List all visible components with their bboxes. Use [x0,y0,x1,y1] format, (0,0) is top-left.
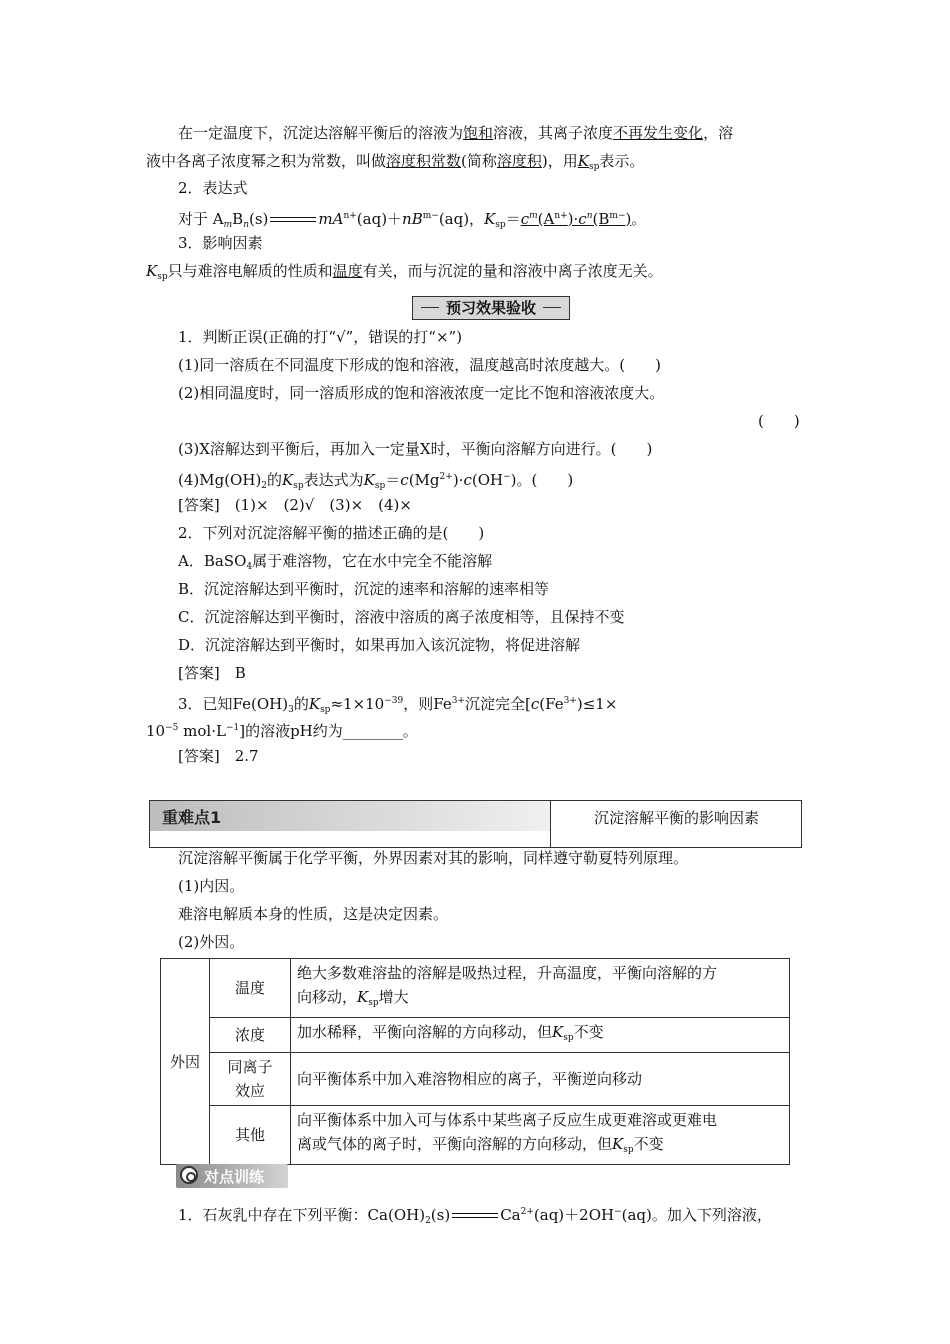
text: mA [318,210,344,228]
intro-line-2 [146,150,644,178]
text: (B [592,210,610,228]
sub: sp [293,481,304,491]
sup: m− [609,211,626,221]
q2-answer: [答案] B [178,664,246,682]
sub: 4 [246,562,253,572]
table-row [161,959,790,1018]
text: 不变 [633,1135,664,1153]
text: 表达式为 [303,471,364,489]
equilibrium-arrow-icon [452,1211,498,1221]
sup: m [529,211,538,221]
intro-line-1 [178,122,733,144]
sup: n+ [554,211,568,221]
sub: sp [157,272,168,282]
text: 不变 [573,1023,604,1041]
q2-option-b: B．沉淀溶解达到平衡时，沉淀的速率和溶解的速率相等 [178,580,550,598]
text: ≈1×10 [330,695,385,713]
text: 向移动， [297,988,358,1006]
sub: n [243,220,249,230]
table-value: 向平衡体系中加入难溶物相应的离子，平衡逆向移动 [291,1053,790,1106]
key-point-tag [150,801,550,831]
sup: 2+ [439,472,453,482]
text: (s) [248,210,269,228]
training-tag [176,1164,288,1188]
q1-title: 1．判断正误(正确的打“√”，错误的打“×”) [178,328,463,346]
text: c [578,210,587,228]
text: nB [402,210,423,228]
text: ]的溶液pH约为________。 [239,722,418,740]
text: )≤1× [576,695,618,713]
underlined-term: 溶度积 [496,152,542,170]
q1-item-3: (3)X溶解达到平衡后，再加入一定量X时，平衡向溶解方向进行。( ) [178,440,653,458]
sup: 3+ [451,696,465,706]
text: (OH [471,471,504,489]
text: (aq)。加入下列溶液， [621,1206,772,1224]
underlined-term: 温度 [332,262,363,280]
underlined-term: 饱和 [463,124,494,142]
table-value [291,1106,790,1165]
key-point-tag-label: 重难点1 [162,808,222,827]
q1-item-2-paren: ( ) [758,412,800,430]
text: ＝ [505,210,521,228]
text [297,985,783,1015]
text: B [232,210,244,228]
key-point-title: 沉淀溶解平衡的影响因素 [550,801,802,847]
q3-answer: [答案] 2.7 [178,747,259,765]
text: c [463,471,472,489]
text: 只与难溶电解质的性质和 [167,262,333,280]
underlined-term: 溶度积常数 [386,152,462,170]
target-icon [180,1166,198,1184]
text: (4)Mg(OH) [178,471,262,489]
ksp-subscript: sp [588,162,600,172]
sub: sp [368,998,379,1008]
text: 液中各离子浓度幂之积为常数，叫做 [146,152,387,170]
sup: − [503,472,511,482]
text: 。 [631,210,647,228]
ksp-symbol: K [552,1023,564,1041]
sup: 3+ [563,696,577,706]
factor-line [146,260,663,288]
text: ，则Fe [403,695,452,713]
q2-option-c: C．沉淀溶解达到平衡时，溶液中溶质的离子浓度相等，且保持不变 [178,608,625,626]
q1-item-1: (1)同一溶质在不同温度下形成的饱和溶液，温度越高时浓度越大。( ) [178,356,661,374]
ksp-symbol: K [577,152,589,170]
kp-paragraph-3: 难溶电解质本身的性质，这是决定因素。 [178,905,449,923]
text [297,1132,783,1162]
q3-line-2 [146,717,418,742]
sub: sp [563,1033,574,1043]
equilibrium-arrow-icon [270,215,316,225]
table-value [291,959,790,1018]
text: 绝大多数难溶盐的溶解是吸热过程，升高温度，平衡向溶解的方 [297,964,718,982]
ksp-symbol: K [357,988,369,1006]
section-3-title: 3．影响因素 [178,234,263,252]
text: c [520,210,530,228]
sub: 2 [261,481,268,491]
q2-option-a [178,550,492,578]
text: 溶液，其离子浓度 [493,124,614,142]
text: 有关，而与沉淀的量和溶液中离子浓度无关。 [362,262,663,280]
table-value [291,1018,790,1053]
text: 效应 [234,1082,265,1100]
sup: n+ [343,211,357,221]
text: c [400,471,409,489]
sup: n [586,211,593,221]
table-outer-label [161,959,210,1165]
table-key [210,1053,291,1106]
text: c [530,695,540,713]
external-factors-table [160,958,790,1165]
sup: − [614,1207,622,1217]
text: (Mg [408,471,440,489]
q2-title: 2．下列对沉淀溶解平衡的描述正确的是( ) [178,524,485,542]
text: (Fe [539,695,564,713]
sub: sp [495,220,506,230]
text: 的 [293,695,309,713]
sub: sp [374,481,386,491]
q1-item-4 [178,466,573,497]
q1-item-2: (2)相同温度时，同一溶质形成的饱和溶液浓度一定比不饱和溶液浓度大。 [178,384,665,402]
text: 10 [146,722,166,740]
sub: m [223,220,233,230]
sup: −1 [225,723,240,733]
text: 加水稀释，平衡向溶解的方向移动，但 [297,1023,553,1041]
sup: −5 [165,723,179,733]
section-2-title: 2．表达式 [178,179,248,197]
text: (s) [430,1206,451,1224]
text: 对于 A [178,210,224,228]
text: )· [452,471,464,489]
sub: 2 [425,1216,431,1226]
text: 离或气体的离子时，平衡向溶解的方向移动，但 [297,1135,613,1153]
sub: 3 [288,705,294,715]
training-label: 对点训练 [204,1168,265,1186]
ksp-symbol: K [146,262,158,280]
table-row [161,1106,790,1165]
table-key: 浓度 [210,1018,291,1053]
text: ，溶 [703,124,734,142]
underlined-term: 不再发生变化 [613,124,704,142]
sub: sp [320,705,331,715]
key-point-header [149,800,802,848]
ksp-symbol: K [363,471,375,489]
table-key: 其他 [210,1106,291,1165]
text: 同离子 [227,1058,273,1076]
table-row [161,1018,790,1053]
table-key: 温度 [210,959,291,1018]
last-question-line [178,1201,772,1232]
text: ＝ [385,471,401,489]
ksp-symbol: K [484,210,496,228]
sup: 2+ [520,1207,534,1217]
text: 在一定温度下，沉淀达溶解平衡后的溶液为 [178,124,464,142]
ksp-symbol: K [282,471,294,489]
text: )，用 [541,152,578,170]
text: 表示。 [599,152,645,170]
text: (A [537,210,555,228]
kp-paragraph-4: (2)外因。 [178,933,245,951]
kp-paragraph-2: (1)内因。 [178,877,245,895]
text: Ca [500,1206,521,1224]
ksp-symbol: K [308,695,321,713]
text: 3．已知Fe(OH) [178,695,289,713]
text: 1．石灰乳中存在下列平衡：Ca(OH) [178,1206,426,1224]
preview-check-banner: 预习效果验收 [412,296,570,320]
text: 向平衡体系中加入可与体系中某些离子反应生成更难溶或更难电 [297,1111,718,1129]
text: )。( ) [510,471,574,489]
text: )· [567,210,579,228]
sup: −39 [384,696,404,706]
text: ) [625,210,632,228]
sup: m− [422,211,439,221]
text: 的 [267,471,283,489]
text: 增大 [378,988,409,1006]
text: A．BaSO [178,552,247,570]
text: (aq)＋2OH [533,1206,615,1224]
text: (简称 [461,152,497,170]
text: 属于难溶物，它在水中完全不能溶解 [252,552,493,570]
kp-paragraph-1: 沉淀溶解平衡属于化学平衡，外界因素对其的影响，同样遵守勒夏特列原理。 [178,849,689,867]
table-row [161,1053,790,1106]
text: (aq)＋ [356,210,403,228]
q1-answer: [答案] (1)× (2)√ (3)× (4)× [178,496,412,514]
q2-option-d: D．沉淀溶解达到平衡时，如果再加入该沉淀物，将促进溶解 [178,636,581,654]
ksp-symbol: K [612,1135,624,1153]
text: mol·L [178,722,226,740]
sub: sp [623,1145,634,1155]
text: 沉淀完全[ [464,695,531,713]
text: 外因 [169,1052,200,1071]
text: (aq)， [438,210,485,228]
